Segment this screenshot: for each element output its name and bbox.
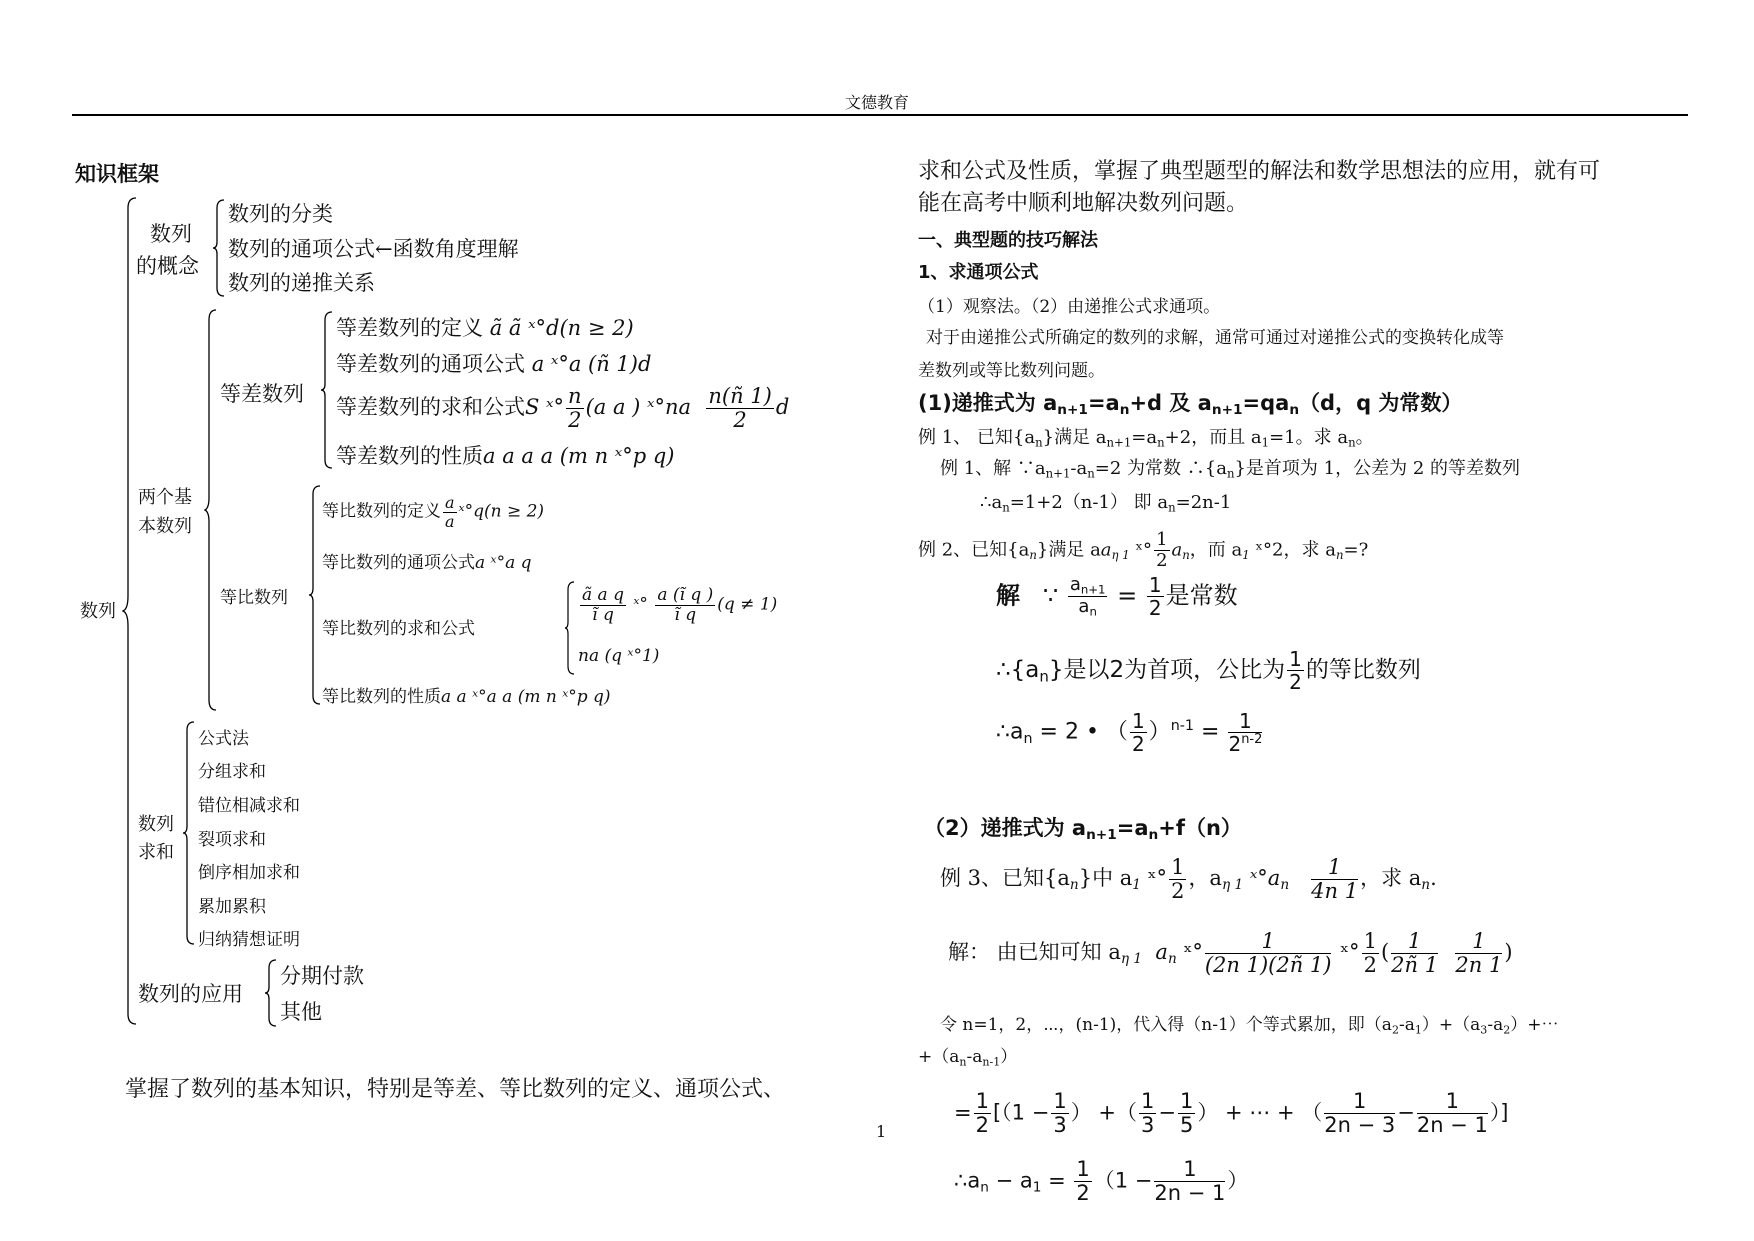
intro-line-1: 求和公式及性质，掌握了典型题型的解法和数学思想法的应用，就有可	[918, 159, 1601, 184]
note-line-2: 差数列或等比数列问题。	[918, 361, 1105, 381]
geo-brace	[308, 484, 322, 706]
two-label-1: 两个基	[138, 487, 192, 508]
apply-item-installment: 分期付款	[280, 964, 364, 988]
apply-item-other: 其他	[280, 1000, 322, 1024]
example-1: 例 1、 已知$\{a_n\}$满足 $a_{n+1}=a_n+2$，而且 $a_1=1$。求 $a_n$。	[918, 427, 1374, 450]
concept-label-2: 的概念	[136, 254, 199, 278]
root-label: 数列	[80, 601, 116, 622]
note-line-1: 对于由递推公式所确定的数列的求解，通常可通过对递推公式的变换转化成等	[926, 328, 1504, 348]
arith-brace	[320, 310, 334, 470]
arith-sum: 等差数列的求和公式S ˣ° $\frac{n}{2}$ (a a ) ˣ°na $\frac{n(ñ 1)}{2}$ d	[336, 384, 790, 433]
apply-label: 数列的应用	[138, 982, 243, 1006]
section-typical: 一、典型题的技巧解法	[918, 230, 1098, 251]
example-1-result: $\therefore a_n=1+2(n-1)$ 即 $a_n=2n-1$	[980, 492, 1232, 515]
header-rule	[72, 114, 1688, 116]
sum-line-2: $+(a_n-a_{n-1})$	[918, 1047, 1018, 1069]
geo-sum-case2: na (q ˣ°1)	[578, 646, 660, 666]
left-paragraph: 掌握了数列的基本知识，特别是等差、等比数列的定义、通项公式、	[125, 1077, 786, 1102]
root-brace	[122, 196, 138, 1026]
sum-item-induction: 归纳猜想证明	[198, 930, 300, 950]
sum-item-reverse-add: 倒序相加求和	[198, 863, 300, 883]
sum-item-group: 分组求和	[198, 762, 266, 782]
concept-label-1: 数列	[150, 222, 192, 246]
page-header: 文德教育	[844, 93, 909, 112]
concept-item-general-term: 数列的通项公式←函数角度理解	[228, 237, 519, 261]
geo-sum-brace	[564, 580, 576, 676]
arith-prop: 等差数列的性质a a a a (m n ˣ°p q)	[336, 444, 675, 468]
two-brace	[204, 308, 218, 712]
sum-item-shift-subtract: 错位相减求和	[198, 796, 300, 816]
section-general-term: 1、求通项公式	[918, 262, 1039, 283]
solution-2-line-3: $\therefore a_n = 2$ • （ $\frac{1}{2}$ ）$^{n-1}$ = $\frac{1}{2^{n-2}}$	[996, 709, 1263, 756]
geo-label: 等比数列	[220, 588, 288, 608]
methods-line: （1）观察法。（2）由递推公式求通项。	[918, 297, 1221, 317]
sum-item-telescoping: 裂项求和	[198, 830, 266, 850]
concept-brace	[212, 198, 226, 298]
example-3: 例 3、已知$\{a_n\}$中 $a_1$ ˣ° $\frac{1}{2}$ ，$a_{\eta 1}$ $ˣ^\circ a_n$ $\frac{1}{4n 1}$ ，求 $a_n$.	[940, 855, 1437, 904]
apply-brace	[264, 958, 278, 1028]
two-label-2: 本数列	[138, 516, 192, 537]
concept-item-classification: 数列的分类	[228, 202, 333, 226]
geo-prop: 等比数列的性质a a ˣ°a a (m n ˣ°p q)	[322, 687, 611, 707]
solution-2-line-1: 解 ∵ $\frac{a_{n+1}}{a_n}$ = $\frac{1}{2}$ 是常数	[996, 573, 1238, 620]
example-1-solution: 例 1、解 $\because a_{n+1}-a_n=2$ 为常数 $\therefore\{a_n\}$是首项为 1，公差为 2 的等差数列	[940, 458, 1520, 481]
sum-item-accumulate: 累加累积	[198, 897, 266, 917]
case2-heading: （2）递推式为 $a_{n+1}=a_n+f(n)$	[924, 816, 1242, 844]
example-2: 例 2、已知$\{a_n\}$满足 $aa_{\eta 1}$ ˣ° $\frac{1}{2}$ $a_n$，而 $a_1$ ˣ°2，求 $a_n=$?	[918, 529, 1369, 571]
result-line: $\therefore a_n - a_1$ = $\frac{1}{2}$ （1 − $\frac{1}{2n - 1}$ ）	[954, 1157, 1249, 1206]
geo-sum: 等比数列的求和公式	[322, 619, 475, 639]
solution-2-line-2: $\therefore\{a_n\}$是以2为首项，公比为 $\frac{1}{2}$ 的等比数列	[996, 647, 1421, 694]
case1-heading: (1)递推式为 $a_{n+1}=a_n+d$ 及 $a_{n+1}=qa_n(d$，q 为常数）	[918, 391, 1463, 419]
section-heading: 知识框架	[75, 162, 159, 186]
intro-line-2: 能在高考中顺利地解决数列问题。	[918, 191, 1249, 216]
sum-item-formula: 公式法	[198, 729, 249, 749]
sum-brace	[182, 720, 196, 946]
geo-sum-case1: $\frac{\text{ã a q}}{\text{ĩ q}}$ ˣ° $\frac{\text{a (ĩ q )}}{\text{ĩ q}}$ (q ≠ 1)	[582, 585, 778, 625]
arith-label: 等差数列	[220, 382, 304, 406]
solution-3: 解： 由已知可知 $a_{\eta 1}$ $a_n$ ˣ° $\frac{1}{(2n 1)(2ñ 1)}$ ˣ° $\frac{1}{2}$ ( $\frac{1}{2ñ 1}$ $\frac{1}{2n 1}$ )	[948, 929, 1513, 978]
expansion-line: = $\frac{1}{2}$ [（1 − $\frac{1}{3}$ ） +（ $\frac{1}{3}$ − $\frac{1}{5}$ ） + ⋯ + （ $\frac{1}{2n - 3}$ − $\frac{1}{2n - 1}$ ）]	[954, 1089, 1509, 1138]
geo-def: 等比数列的定义 $\frac{a}{a}$ ˣ°q(n ≥ 2)	[322, 493, 545, 531]
sum-label-2: 求和	[138, 842, 174, 863]
geo-general: 等比数列的通项公式a ˣ°a q	[322, 553, 532, 573]
sum-line-1: 令 n=1，2，⋯，(n-1)，代入得（n-1）个等式累加，即$(a_2-a_1)+(a_3-a_2)+\cdots$	[940, 1015, 1559, 1037]
arith-def: 等差数列的定义 ã ã ˣ°d(n ≥ 2)	[336, 316, 634, 340]
page-number: 1	[876, 1122, 887, 1141]
concept-item-recurrence: 数列的递推关系	[228, 271, 375, 295]
sum-label-1: 数列	[138, 814, 174, 835]
arith-general: 等差数列的通项公式 a ˣ°a (ñ 1)d	[336, 352, 652, 376]
